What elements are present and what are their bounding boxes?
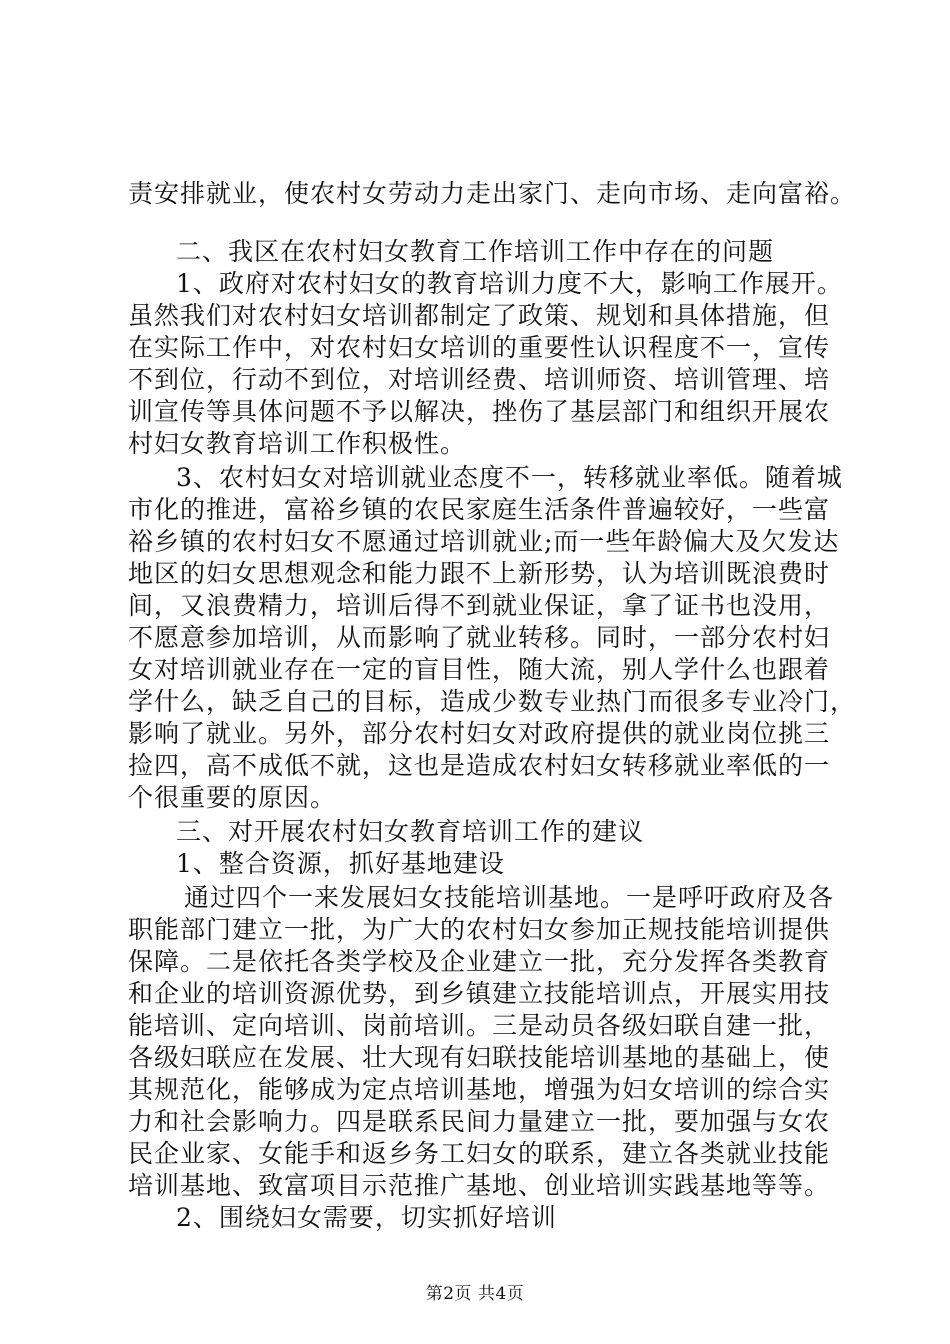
- text-line: 不到位，行动不到位，对培训经费、培训师资、培训管理、培: [128, 365, 831, 394]
- text-line: 地区的妇女思想观念和能力跟不上新形势，认为培训既浪费时: [128, 559, 831, 588]
- text-line: 训宣传等具体问题不予以解决，挫伤了基层部门和组织开展农: [128, 397, 831, 426]
- text-line: 影响了就业。另外，部分农村妇女对政府提供的就业岗位挑三: [128, 719, 831, 748]
- text-line: 能培训、定向培训、岗前培训。三是动员各级妇联自建一批，: [128, 1011, 831, 1040]
- text-line: 和企业的培训资源优势，到乡镇建立技能培训点，开展实用技: [128, 979, 831, 1008]
- text-line: 不愿意参加培训，从而影响了就业转移。同时，一部分农村妇: [128, 623, 831, 652]
- text-line: 各级妇联应在发展、壮大现有妇联技能培训基地的基础上，使: [128, 1043, 831, 1072]
- section-heading: 三、对开展农村妇女教育培训工作的建议: [176, 817, 645, 846]
- text-line: 在实际工作中，对农村妇女培训的重要性认识程度不一，宣传: [128, 333, 831, 362]
- text-line: 其规范化，能够成为定点培训基地，增强为妇女培训的综合实: [128, 1075, 831, 1104]
- subsection-heading: 1、政府对农村妇女的教育培训力度不大，影响工作展开。: [176, 269, 843, 298]
- text-line: 女对培训就业存在一定的盲目性，随大流，别人学什么也跟着: [128, 655, 831, 684]
- text-line: 通过四个一来发展妇女技能培训基地。一是呼吁政府及各: [184, 883, 835, 912]
- text-line: 个很重要的原因。: [128, 783, 337, 812]
- text-line: 裕乡镇的农村妇女不愿通过培训就业;而一些年龄偏大及欠发达: [128, 527, 840, 556]
- text-line: 村妇女教育培训工作积极性。: [128, 429, 467, 458]
- text-line: 间，又浪费精力，培训后得不到就业保证，拿了证书也没用，: [128, 591, 831, 620]
- subsection-heading: 1、整合资源，抓好基地建设: [176, 849, 505, 878]
- section-heading: 二、我区在农村妇女教育工作培训工作中存在的问题: [176, 237, 775, 266]
- text-line: 学什么，缺乏自己的目标，造成少数专业热门而很多专业冷门，: [128, 687, 857, 716]
- text-line: 责安排就业，使农村女劳动力走出家门、走向市场、走向富裕。: [128, 179, 857, 208]
- text-line: 培训基地、致富项目示范推广基地、创业培训实践基地等等。: [128, 1171, 831, 1200]
- text-line: 捡四，高不成低不就，这也是造成农村妇女转移就业率低的一: [128, 751, 831, 780]
- subsection-heading: 2、围绕妇女需要，切实抓好培训: [176, 1203, 557, 1232]
- text-line: 职能部门建立一批，为广大的农村妇女参加正规技能培训提供: [128, 915, 831, 944]
- subsection-heading: 3、农村妇女对培训就业态度不一，转移就业率低。随着城: [176, 463, 843, 492]
- text-line: 民企业家、女能手和返乡务工妇女的联系，建立各类就业技能: [128, 1139, 831, 1168]
- text-line: 虽然我们对农村妇女培训都制定了政策、规划和具体措施，但: [128, 301, 831, 330]
- page-number: 第2页 共4页: [425, 1284, 525, 1304]
- text-line: 市化的推进，富裕乡镇的农民家庭生活条件普遍较好，一些富: [128, 495, 831, 524]
- text-line: 保障。二是依托各类学校及企业建立一批，充分发挥各类教育: [128, 947, 831, 976]
- text-line: 力和社会影响力。四是联系民间力量建立一批，要加强与女农: [128, 1107, 831, 1136]
